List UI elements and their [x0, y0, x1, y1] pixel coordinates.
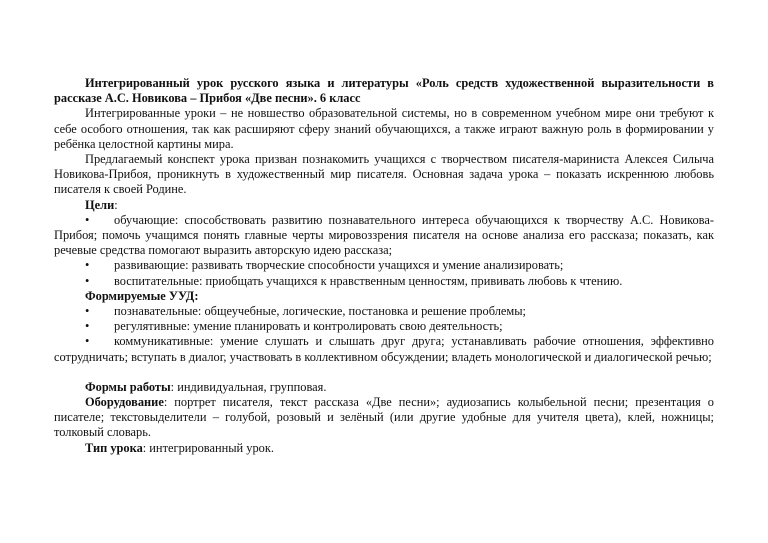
goal-item-2 [54, 258, 714, 273]
goal-item-1-text: обучающие: способствовать развитию познавательного интереса обучающихся к творчеству А.С. Новикова-Прибоя; помочь учащимся понять главные черты мировоззрения писателя на основе анализа его рассказа; показать, как речевые средства помогают выразить авторскую идею рассказа; [54, 212, 714, 258]
forms-label: Формы работы [85, 379, 171, 394]
bullet-icon: • [85, 212, 90, 227]
goal-item-3 [54, 274, 714, 289]
uud-heading: Формируемые УУД: [85, 288, 199, 303]
bullet-icon: • [85, 334, 90, 349]
goal-item-1 [54, 213, 714, 259]
bullet-icon: • [85, 258, 90, 273]
goal-item-3-text: воспитательные: приобщать учащихся к нравственным ценностям, прививать любовь к чтению. [114, 273, 623, 288]
forms-line [54, 380, 714, 395]
lesson-type-line [54, 441, 714, 456]
uud-item-2 [54, 319, 714, 334]
goal-item-2-text: развивающие: развивать творческие способности учащихся и умение анализировать; [114, 258, 564, 273]
goals-colon: : [114, 197, 118, 212]
bullet-icon: • [85, 304, 90, 319]
lesson-type-label: Тип урока [85, 440, 143, 455]
goals-heading: Цели [85, 197, 115, 212]
lesson-type-text: : интегрированный урок. [142, 440, 274, 455]
intro-paragraph-2: Предлагаемый конспект урока призван познакомить учащихся с творчеством писателя-мариниста Алексея Силыча Новикова-Прибоя, проникнуть в художественный мир писателя. Основная задача урока – показать искреннюю любовь писателя к своей Родине. [54, 152, 714, 197]
bullet-icon: • [85, 273, 90, 288]
bullet-icon: • [85, 319, 90, 334]
intro-paragraph-1: Интегрированные уроки – не новшество образовательной системы, но в современном учебном мире они требуют к себе особого отношения, так как расширяют сферу знаний обучающихся, а также играют важную роль в формировании у ребёнка целостной картины мира. [54, 106, 714, 151]
paragraph-gap [54, 365, 714, 380]
uud-item-2-text: регулятивные: умение планировать и контролировать свою деятельность; [114, 319, 503, 334]
uud-item-3-text: коммуникативные: умение слушать и слышать друг друга; устанавливать рабочие отношения, эффективно сотрудничать; вступать в диалог, участвовать в коллективном обсуждении; владеть монологической и диалогической речью; [54, 334, 714, 364]
uud-item-3 [54, 334, 714, 364]
equipment-text: : портрет писателя, текст рассказа «Две песни»; аудиозапись колыбельной песни; презентация о писателе; текстовыделители – голубой, розовый и зелёный (или другие удобные для учителя цвета), клей, ножницы; толковый словарь. [54, 395, 714, 440]
uud-item-1 [54, 304, 714, 319]
uud-item-1-text: познавательные: общеучебные, логические, постановка и решение проблемы; [114, 304, 526, 319]
document-title: Интегрированный урок русского языка и литературы «Роль средств художественной выразительности в рассказе А.С. Новикова – Прибоя «Две песни». 6 класс [54, 76, 714, 106]
goals-heading-line [54, 198, 714, 213]
equipment-line [54, 395, 714, 441]
equipment-label: Оборудование [85, 395, 164, 410]
forms-text: : индивидуальная, групповая. [170, 379, 327, 394]
